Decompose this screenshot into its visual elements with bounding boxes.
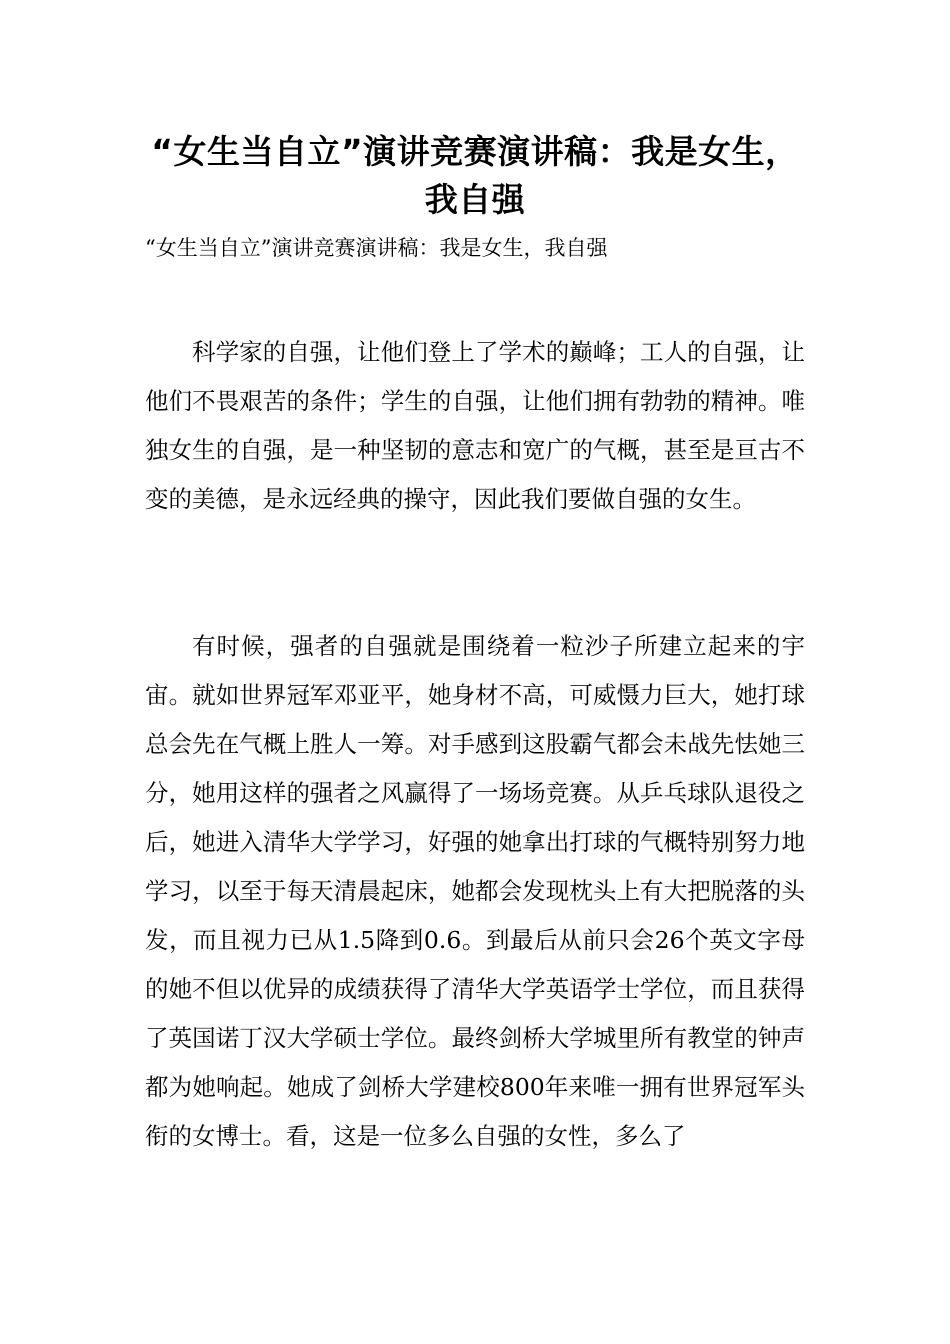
- document-subtitle: “女生当自立”演讲竞赛演讲稿：我是女生，我自强: [145, 236, 608, 260]
- body-paragraph: 有时候，强者的自强就是围绕着一粒沙子所建立起来的宇宙。就如世界冠军邓亚平，她身材不高，可威慑力巨大，她打球总会先在气概上胜人一筹。对手感到这股霸气都会未战先怯她三分，她用这样的强者之风赢得了一场场竞赛。从乒乓球队退役之后，她进入清华大学学习，好强的她拿出打球的气概特别努力地学习，以至于每天清晨起床，她都会发现枕头上有大把脱落的头发，而且视力已从1.5降到0.6。到最后从前只会26个英文字母的她不但以优异的成绩获得了清华大学英语学士学位，而且获得了英国诺丁汉大学硕士学位。最终剑桥大学城里所有教堂的钟声都为她响起。她成了剑桥大学建校800年来唯一拥有世界冠军头衔的女博士。看，这是一位多么自强的女性，多么了: [145, 632, 805, 1150]
- body-paragraph: 科学家的自强，让他们登上了学术的巅峰；工人的自强，让他们不畏艰苦的条件；学生的自强，让他们拥有勃勃的精神。唯独女生的自强，是一种坚韧的意志和宽广的气概，甚至是亘古不变的美德，是永远经典的操守，因此我们要做自强的女生。: [145, 338, 805, 513]
- document-title: “女生当自立”演讲竞赛演讲稿：我是女生，我自强: [151, 132, 799, 219]
